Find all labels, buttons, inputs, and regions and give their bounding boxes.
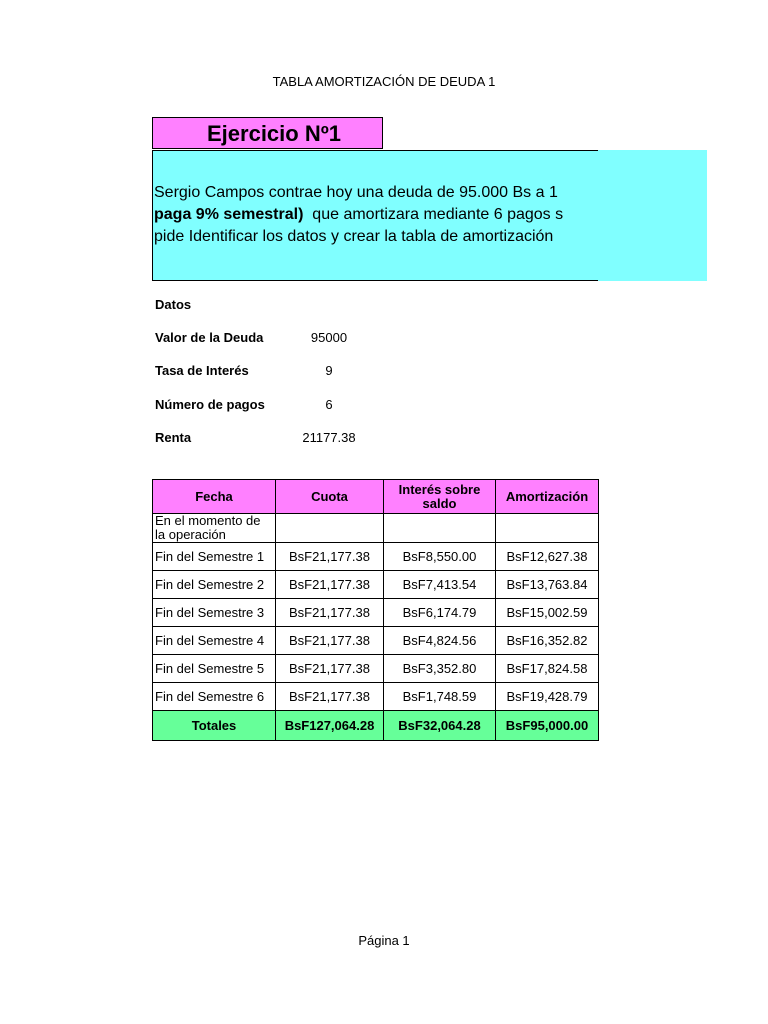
cell-fecha: Fin del Semestre 1 [153,543,276,571]
table-row [153,683,599,711]
cell-amortizacion [496,514,599,543]
cell-cuota [276,514,384,543]
cell-fecha: Fin del Semestre 5 [153,655,276,683]
cell-fecha: Fin del Semestre 2 [153,571,276,599]
problem-line-2-bold: paga 9% semestral) [154,206,304,223]
datos-label-deuda: Valor de la Deuda [155,330,264,345]
cell-fecha: Fin del Semestre 4 [153,627,276,655]
problem-line-2-rest: que amortizara mediante 6 pagos s [303,206,564,223]
header-fecha: Fecha [153,480,276,514]
datos-value-tasa: 9 [325,363,333,378]
totals-cuota: BsF127,064.28 [276,711,384,741]
table-row [153,543,599,571]
cell-interes: BsF4,824.56 [384,627,496,655]
cell-cuota: BsF21,177.38 [276,571,384,599]
header-amortizacion: Amortización [496,480,599,514]
cell-interes: BsF8,550.00 [384,543,496,571]
problem-line-1: Sergio Campos contrae hoy una deuda de 95.000 Bs a 1 [154,184,558,201]
cell-fecha: Fin del Semestre 3 [153,599,276,627]
cell-interes: BsF1,748.59 [384,683,496,711]
cell-cuota: BsF21,177.38 [276,683,384,711]
cell-cuota: BsF21,177.38 [276,627,384,655]
problem-line-2 [154,204,598,226]
table-row [153,627,599,655]
cell-amortizacion: BsF12,627.38 [496,543,599,571]
totals-interes: BsF32,064.28 [384,711,496,741]
problem-line-3: pide Identificar los datos y crear la tabla de amortización [154,228,554,245]
table-row [153,599,599,627]
amortization-table [152,479,599,741]
table-header-row [153,480,599,514]
header-interes: Interés sobre saldo [384,480,496,514]
totals-label: Totales [153,711,276,741]
cell-amortizacion: BsF16,352.82 [496,627,599,655]
datos-label-tasa: Tasa de Interés [155,363,249,378]
cell-interes [384,514,496,543]
datos-label-pagos: Número de pagos [155,397,265,412]
problem-statement-text [154,182,598,252]
datos-value-pagos: 6 [325,397,333,412]
table-row [153,514,599,543]
datos-heading: Datos [155,297,192,312]
cell-interes: BsF6,174.79 [384,599,496,627]
table-row [153,655,599,683]
page-footer: Página 1 [358,933,410,948]
header-cuota: Cuota [276,480,384,514]
table-row [153,571,599,599]
cell-amortizacion: BsF15,002.59 [496,599,599,627]
cell-amortizacion: BsF19,428.79 [496,683,599,711]
cell-cuota: BsF21,177.38 [276,543,384,571]
exercise-title: Ejercicio Nº1 [152,117,383,149]
cell-interes: BsF7,413.54 [384,571,496,599]
totals-amortizacion: BsF95,000.00 [496,711,599,741]
cell-fecha: Fin del Semestre 6 [153,683,276,711]
page-header-title: TABLA AMORTIZACIÓN DE DEUDA 1 [272,74,496,89]
cell-fecha: En el momento de la operación [153,514,276,543]
datos-value-renta: 21177.38 [302,430,356,445]
cell-amortizacion: BsF17,824.58 [496,655,599,683]
totals-row [153,711,599,741]
cell-cuota: BsF21,177.38 [276,655,384,683]
datos-label-renta: Renta [155,430,192,445]
cell-interes: BsF3,352.80 [384,655,496,683]
datos-value-deuda: 95000 [310,330,348,345]
cell-cuota: BsF21,177.38 [276,599,384,627]
cell-amortizacion: BsF13,763.84 [496,571,599,599]
